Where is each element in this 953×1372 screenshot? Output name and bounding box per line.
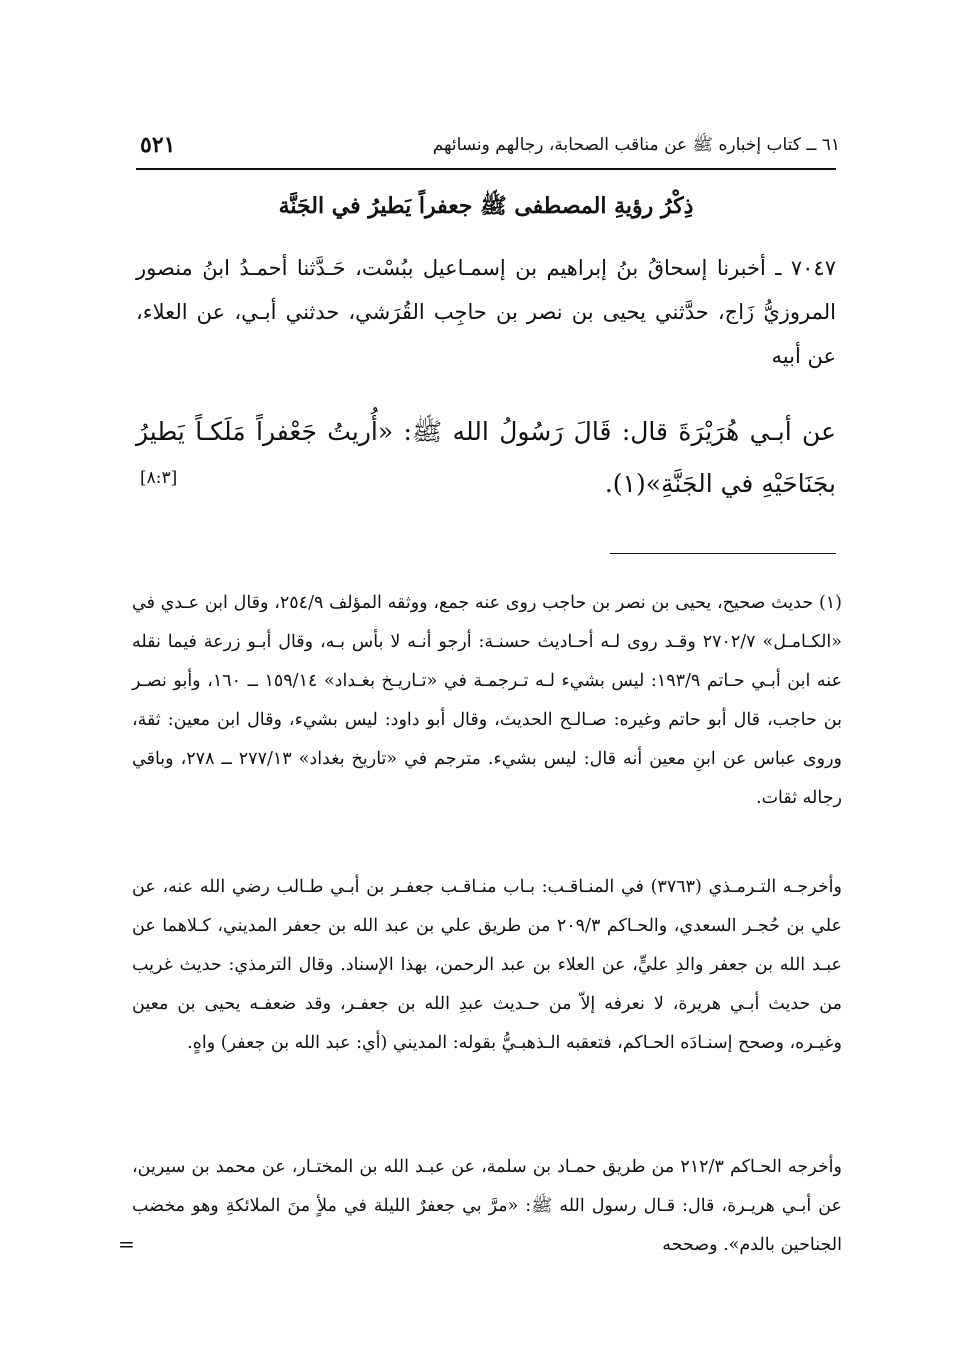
header-divider [136, 168, 836, 170]
continuation-mark: = [118, 1232, 135, 1256]
hadith-reference: [٨:٣] [140, 468, 178, 488]
hadith-isnad: ٧٠٤٧ ـ أخبرنا إسحاقُ بنُ إبراهيم بن إسمـاعيل ببُسْت، حَـدَّثنا أحمـدُ ابنُ منصور المروزيُّ زَاج، حدَّثني يحيى بن نصر بن حاجِب القُرَشي، حدثني أبـي، عن العلاء، عن أبيه [136, 256, 836, 368]
footnote-divider [610, 553, 836, 554]
footnote-1-text: حديث صحيح، يحيى بن نصر بن حاجب روى عنه جمع، ووثقه المؤلف ٢٥٤/٩، وقال ابن عـدي في «الكـامـل» ٢٧٠٢/٧ وقـد روى لـه أحـاديث حسنـة: أرجو أنـه لا بأس بـه، وقال أبـو زرعة فيما نقله عنه ابن أبـي حـاتم ١٩٣/٩: ليس بشيء لـه تـرجمـة في «تـاريـخ بغـداد» ١٥٩/١٤ ــ ١٦٠، وأبو نصـر بن حاجب، قال أبو حاتم وغيره: صـالـح الحديث، وقال أبو داود: ليس بشيء، وقال ابن معين: ثقة، وروى عباس عن ابنِ معين أنه قال: ليس بشيء. مترجم في «تاريخ بغداد» ٢٧٧/١٣ ــ ٢٧٨، وباقي رجاله ثقات. [132, 593, 843, 808]
footnote-1 [132, 584, 842, 818]
hadith-matn: عن أبـي هُرَيْرَةَ قال: قَالَ رَسُولُ الله ﷺ: «أُريتُ جَعْفراً مَلَكـاً يَطيرُ بجَنَاحَيْهِ في الجَنَّةِ»(١). [136, 417, 836, 498]
footnote-1-number: (١) [818, 593, 842, 613]
page-number: ٥٢١ [140, 132, 176, 158]
footnote-paragraph-hakim: وأخرجه الحـاكم ٢١٢/٣ من طريق حمـاد بن سلمة، عن عبـد الله بن المختـار، عن محمد بن سيرين، عن أبـي هريـرة، قال: قـال رسول الله ﷺ: «مرَّ بي جعفرٌ الليلة في ملأٍ منَ الملائكةِ وهو مخضب الجناحين بالدم». وصححه [132, 1157, 842, 1255]
running-title: ٦١ ــ كتاب إخباره ﷺ عن مناقب الصحابة، رجالهم ونسائهم [432, 135, 840, 155]
footnote-paragraph-tirmidhi: وأخرجـه التـرمـذي (٣٧٦٣) في المنـاقـب: بـاب منـاقـب جعفـر بن أبـي طـالب رضي الله عنه، عن علي بن حُجـر السعدي، والحـاكم ٢٠٩/٣ من طريق علي بن عبد الله بن جعفر المديني، كـلاهما عن عبـد الله بن جعفر والدِ عليٍّ، عن العلاء بن عبد الرحمن، بهذا الإسناد. وقال الترمذي: حديث غريب من حديث أبـي هريرة، لا نعرفه إلاّ من حـديث عبدِ الله بن جعفـر، وقد ضعفـه يحيى بن معين وغيـره، وصحح إسنـادَه الحـاكم، فتعقبه الـذهبـيُّ بقوله: المديني (أي: عبد الله بن جعفر) واهٍ. [132, 877, 842, 1053]
section-title: ذِكْرُ رؤيةِ المصطفى ﷺ جعفراً يَطيرُ في الجَنَّة [278, 193, 694, 219]
